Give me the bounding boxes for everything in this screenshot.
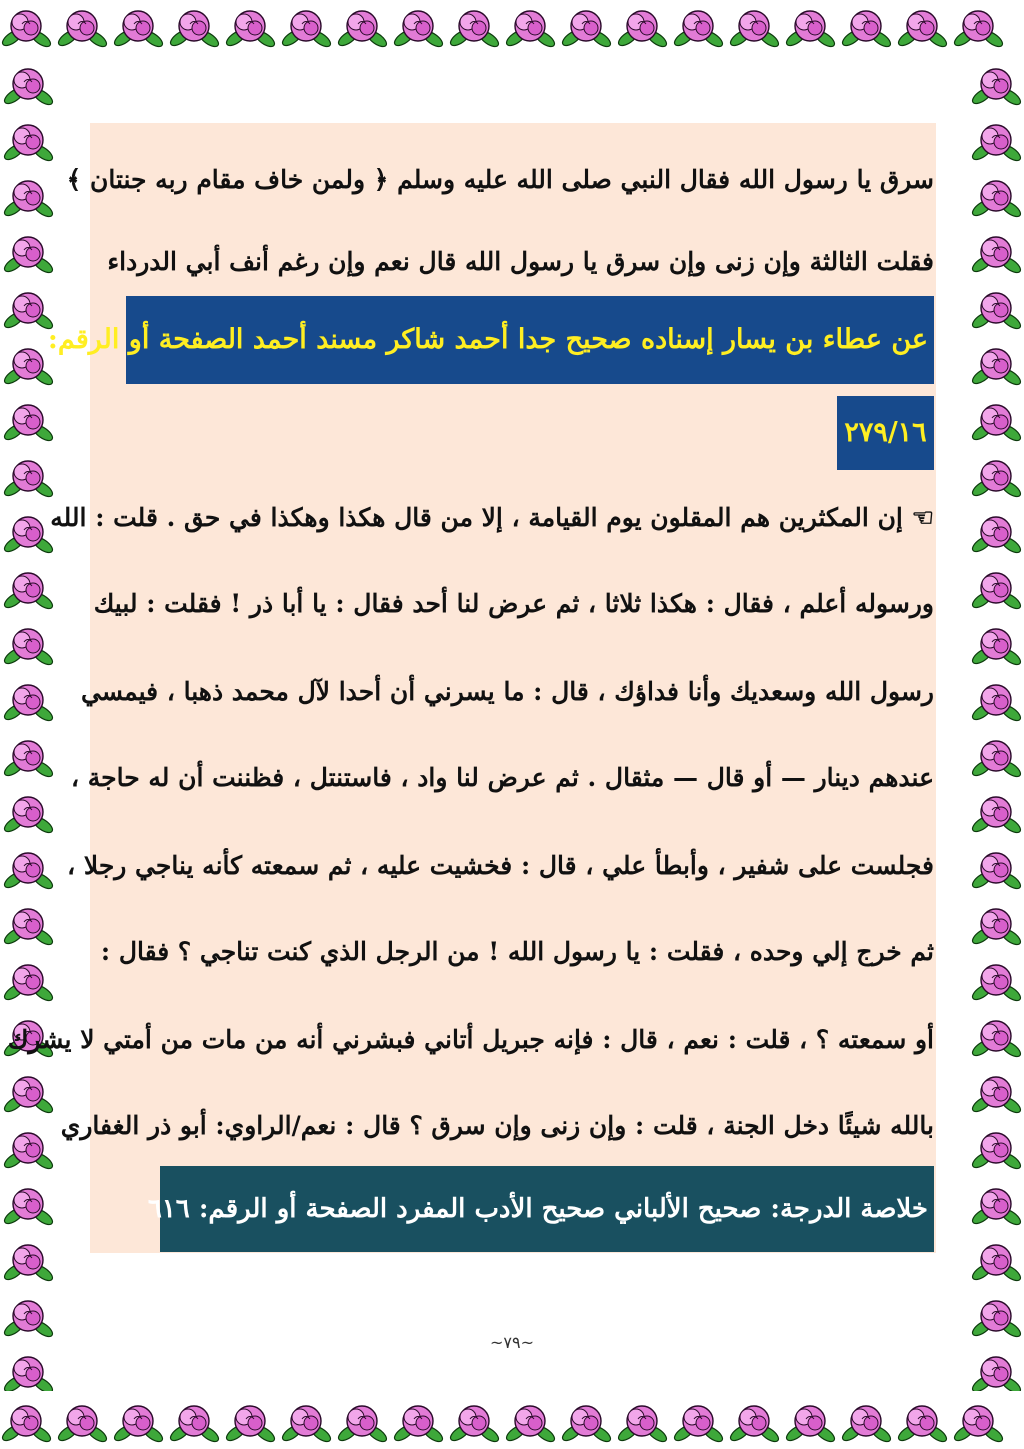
- rose-flower-icon: [504, 11, 557, 49]
- rose-flower-icon: [784, 1406, 837, 1444]
- rose-flower-icon: [2, 1077, 55, 1115]
- rose-flower-icon: [970, 909, 1023, 947]
- rose-flower-icon: [2, 965, 55, 1003]
- rose-flower-icon: [970, 405, 1023, 443]
- hadith-line-4: عندهم دينار — أو قال — مثقال . ثم عرض لنا واد ، فاستنتل ، فظننت أن له حاجة ،: [70, 763, 934, 792]
- floral-border-right: [966, 58, 1024, 1391]
- rose-flower-icon: [970, 517, 1023, 555]
- rose-flower-icon: [448, 11, 501, 49]
- rose-flower-icon: [2, 1357, 55, 1391]
- rose-flower-icon: [616, 11, 669, 49]
- rose-flower-icon: [2, 909, 55, 947]
- rose-flower-icon: [2, 181, 55, 219]
- rose-flower-icon: [728, 1406, 781, 1444]
- rose-flower-icon: [970, 69, 1023, 107]
- hadith-line-5: فجلست على شفير ، وأبطأ علي ، قال : فخشيت عليه ، ثم سمعته كأنه يناجي رجلا ،: [67, 851, 934, 880]
- rose-flower-icon: [970, 685, 1023, 723]
- rose-flower-icon: [2, 1133, 55, 1171]
- rose-flower-icon: [168, 1406, 221, 1444]
- rose-flower-icon: [896, 1406, 949, 1444]
- rose-flower-icon: [970, 1021, 1023, 1059]
- rose-flower-icon: [970, 349, 1023, 387]
- rose-flower-icon: [224, 11, 277, 49]
- rose-flower-icon: [896, 11, 949, 49]
- rose-flower-icon: [970, 797, 1023, 835]
- rose-flower-icon: [112, 11, 165, 49]
- rose-flower-icon: [168, 11, 221, 49]
- rose-flower-icon: [336, 11, 389, 49]
- hadith-line-7: أو سمعته ؟ ، قلت : نعم ، قال : فإنه جبريل أتاني فبشرني أنه من مات من أمتي لا يشرك: [7, 1025, 934, 1054]
- rose-flower-icon: [970, 181, 1023, 219]
- rose-flower-icon: [2, 461, 55, 499]
- rose-flower-icon: [560, 11, 613, 49]
- rose-flower-icon: [2, 237, 55, 275]
- hadith-line-6: ثم خرج إلي وحده ، فقلت : يا رسول الله ! من الرجل الذي كنت تناجي ؟ فقال :: [100, 937, 934, 966]
- page-number: ~٧٩~: [490, 1333, 534, 1352]
- rose-flower-icon: [2, 853, 55, 891]
- source-number-text: ٢٧٩/١٦: [844, 417, 927, 448]
- rose-flower-icon: [970, 125, 1023, 163]
- rose-flower-icon: [392, 1406, 445, 1444]
- rose-flower-icon: [392, 11, 445, 49]
- rose-flower-icon: [2, 69, 55, 107]
- rose-flower-icon: [970, 461, 1023, 499]
- hadith-line-3: رسول الله وسعديك وأنا فداؤك ، قال : ما يسرني أن أحدا لآل محمد ذهبا ، فيمسي: [81, 677, 934, 706]
- rose-flower-icon: [970, 965, 1023, 1003]
- rose-flower-icon: [970, 1077, 1023, 1115]
- text-line-1: سرق يا رسول الله فقال النبي صلى الله عليه وسلم ﴿ ولمن خاف مقام ربه جنتان ﴾: [66, 165, 934, 194]
- rose-flower-icon: [728, 11, 781, 49]
- rose-flower-icon: [2, 797, 55, 835]
- rose-flower-icon: [952, 1406, 1005, 1444]
- floral-border-left: [0, 58, 58, 1391]
- rose-flower-icon: [672, 11, 725, 49]
- source-highlight: [47, 296, 934, 384]
- text-line-2: فقلت الثالثة وإن زنى وإن سرق يا رسول الله قال نعم وإن رغم أنف أبي الدرداء: [107, 247, 934, 276]
- rose-flower-icon: [2, 125, 55, 163]
- rose-flower-icon: [970, 573, 1023, 611]
- rose-flower-icon: [2, 1301, 55, 1339]
- hadith-line-8: بالله شيئًا دخل الجنة ، قلت : وإن زنى وإن سرق ؟ قال : نعم/الراوي: أبو ذر الغفاري: [60, 1111, 934, 1140]
- rose-flower-icon: [280, 11, 333, 49]
- rose-flower-icon: [2, 1245, 55, 1283]
- rose-flower-icon: [280, 1406, 333, 1444]
- rose-flower-icon: [970, 1357, 1023, 1391]
- rose-flower-icon: [970, 741, 1023, 779]
- source-highlight-text: عن عطاء بن يسار إسناده صحيح جدا أحمد شاكر مسند أحمد الصفحة أو الرقم:: [47, 324, 928, 355]
- rose-flower-icon: [840, 1406, 893, 1444]
- floral-border-top: [0, 0, 1024, 58]
- rose-flower-icon: [2, 573, 55, 611]
- rose-flower-icon: [2, 741, 55, 779]
- rose-flower-icon: [56, 1406, 109, 1444]
- rose-flower-icon: [970, 1245, 1023, 1283]
- rose-flower-icon: [970, 1133, 1023, 1171]
- rose-flower-icon: [672, 1406, 725, 1444]
- rose-flower-icon: [970, 237, 1023, 275]
- rose-flower-icon: [2, 1189, 55, 1227]
- grade-highlight: [147, 1166, 934, 1252]
- rose-flower-icon: [0, 11, 53, 49]
- rose-flower-icon: [56, 11, 109, 49]
- rose-flower-icon: [2, 629, 55, 667]
- rose-flower-icon: [840, 11, 893, 49]
- rose-flower-icon: [504, 1406, 557, 1444]
- rose-flower-icon: [2, 517, 55, 555]
- rose-flower-icon: [448, 1406, 501, 1444]
- grade-text: خلاصة الدرجة: صحيح الألباني صحيح الأدب المفرد الصفحة أو الرقم: ٦١٦: [147, 1194, 928, 1224]
- rose-flower-icon: [970, 1189, 1023, 1227]
- rose-flower-icon: [2, 405, 55, 443]
- rose-flower-icon: [970, 629, 1023, 667]
- rose-flower-icon: [0, 1406, 53, 1444]
- rose-flower-icon: [952, 11, 1005, 49]
- rose-flower-icon: [970, 1301, 1023, 1339]
- rose-flower-icon: [970, 853, 1023, 891]
- rose-flower-icon: [336, 1406, 389, 1444]
- rose-flower-icon: [224, 1406, 277, 1444]
- rose-flower-icon: [112, 1406, 165, 1444]
- rose-flower-icon: [2, 685, 55, 723]
- floral-border-bottom: [0, 1391, 1024, 1449]
- source-number-highlight: [837, 396, 934, 470]
- rose-flower-icon: [970, 293, 1023, 331]
- hadith-line-2: ورسوله أعلم ، فقال : هكذا ثلاثا ، ثم عرض لنا أحد فقال : يا أبا ذر ! فقلت : لبيك: [93, 589, 934, 618]
- hadith-line-1: ☜ إن المكثرين هم المقلون يوم القيامة ، إلا من قال هكذا وهكذا في حق . قلت : الله: [50, 503, 934, 532]
- rose-flower-icon: [560, 1406, 613, 1444]
- rose-flower-icon: [784, 11, 837, 49]
- rose-flower-icon: [616, 1406, 669, 1444]
